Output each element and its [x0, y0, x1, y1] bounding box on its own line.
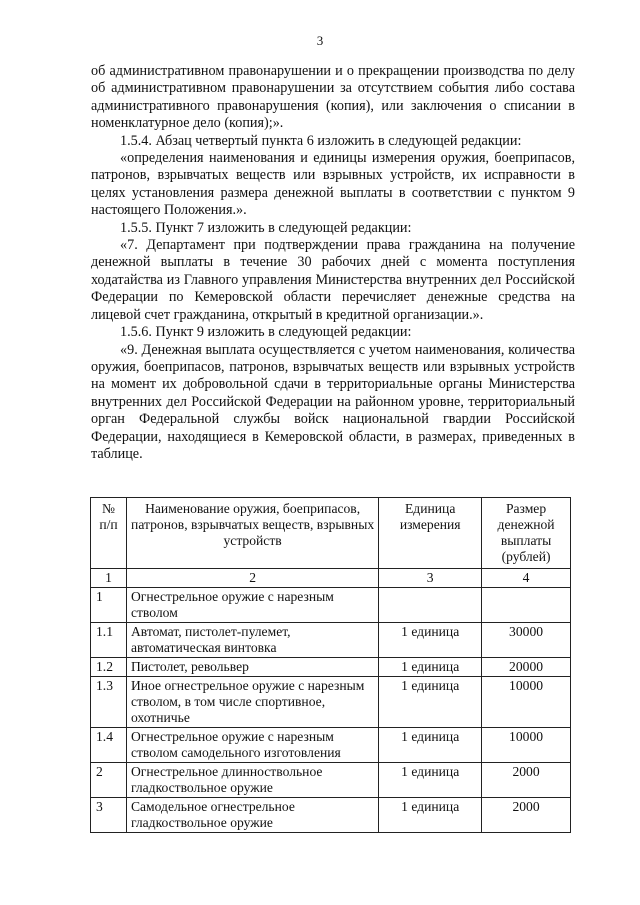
row-unit: 1 единица [379, 798, 482, 833]
row-name: Огнестрельное длинноствольное гладкоствольное оружие [126, 763, 378, 798]
header-num: № п/п [91, 498, 127, 569]
table-row [91, 623, 571, 658]
row-amount [482, 588, 571, 623]
table-row [91, 763, 571, 798]
row-amount: 2000 [482, 798, 571, 833]
page-number: 3 [316, 33, 324, 48]
row-num: 1.3 [91, 677, 127, 728]
table-row [91, 728, 571, 763]
row-amount: 2000 [482, 763, 571, 798]
row-unit: 1 единица [379, 623, 482, 658]
row-name: Пистолет, револьвер [126, 658, 378, 677]
row-amount: 10000 [482, 728, 571, 763]
header-amount: Размер денежной выплаты (рублей) [482, 498, 571, 569]
row-amount: 10000 [482, 677, 571, 728]
row-unit: 1 единица [379, 763, 482, 798]
table-row [91, 798, 571, 833]
row-unit [379, 588, 482, 623]
table-row [91, 658, 571, 677]
row-num: 1 [91, 588, 127, 623]
column-number: 2 [126, 569, 378, 588]
table-header-row [91, 498, 571, 569]
row-num: 3 [91, 798, 127, 833]
column-number-row [91, 569, 571, 588]
row-name: Автомат, пистолет-пулемет, автоматическая винтовка [126, 623, 378, 658]
column-number: 1 [91, 569, 127, 588]
row-num: 1.4 [91, 728, 127, 763]
row-num: 1.2 [91, 658, 127, 677]
header-name: Наименование оружия, боеприпасов, патронов, взрывчатых веществ, взрывных устройств [126, 498, 378, 569]
row-amount: 20000 [482, 658, 571, 677]
row-unit: 1 единица [379, 677, 482, 728]
row-unit: 1 единица [379, 728, 482, 763]
header-unit: Единица измерения [379, 498, 482, 569]
paragraph: «9. Денежная выплата осуществляется с учетом наименования, количества оружия, боеприпасов, патронов, взрывчатых веществ или взрывных устройств на момент их добровольной сдачи в территориальные органы Министерства внутренних дел Российской Федерации на районном уровне, территориальный орган Федеральной службы войск национальной гвардии Российской Федерации, находящиеся в Кемеровской области, в размерах, приведенных в таблице. [91, 341, 575, 462]
row-num: 2 [91, 763, 127, 798]
row-num: 1.1 [91, 623, 127, 658]
paragraph: 1.5.4. Абзац четвертый пункта 6 изложить в следующей редакции: [120, 132, 522, 149]
row-amount: 30000 [482, 623, 571, 658]
paragraph: «7. Департамент при подтверждении права гражданина на получение денежной выплаты в течение 30 рабочих дней с момента поступления ходатайства из Главного управления Министерства внутренних дел Российской Федерации по Кемеровской области перечисляет денежные средства на лицевой счет гражданина, открытый в кредитной организации.». [91, 237, 575, 323]
table-row [91, 677, 571, 728]
column-number: 3 [379, 569, 482, 588]
payment-table [90, 497, 571, 833]
row-name: Огнестрельное оружие с нарезным стволом [126, 588, 378, 623]
body-text [91, 63, 575, 463]
column-number: 4 [482, 569, 571, 588]
row-unit: 1 единица [379, 658, 482, 677]
table-row [91, 588, 571, 623]
row-name: Иное огнестрельное оружие с нарезным стволом, в том числе спортивное, охотничье [126, 677, 378, 728]
paragraph: 1.5.5. Пункт 7 изложить в следующей редакции: [120, 219, 412, 236]
row-name: Самодельное огнестрельное гладкоствольное оружие [126, 798, 378, 833]
row-name: Огнестрельное оружие с нарезным стволом самодельного изготовления [126, 728, 378, 763]
paragraph: «определения наименования и единицы измерения оружия, боеприпасов, патронов, взрывчатых веществ или взрывных устройств, их исправности в целях установления размера денежной выплаты в соответствии с пунктом 9 настоящего Положения.». [91, 150, 575, 219]
paragraph: об административном правонарушении и о прекращении производства по делу об административном правонарушении за отсутствием события либо состава административного правонарушения (копия), или заключения о списании в номенклатурное дело (копия);». [91, 63, 575, 132]
paragraph: 1.5.6. Пункт 9 изложить в следующей редакции: [120, 324, 412, 341]
